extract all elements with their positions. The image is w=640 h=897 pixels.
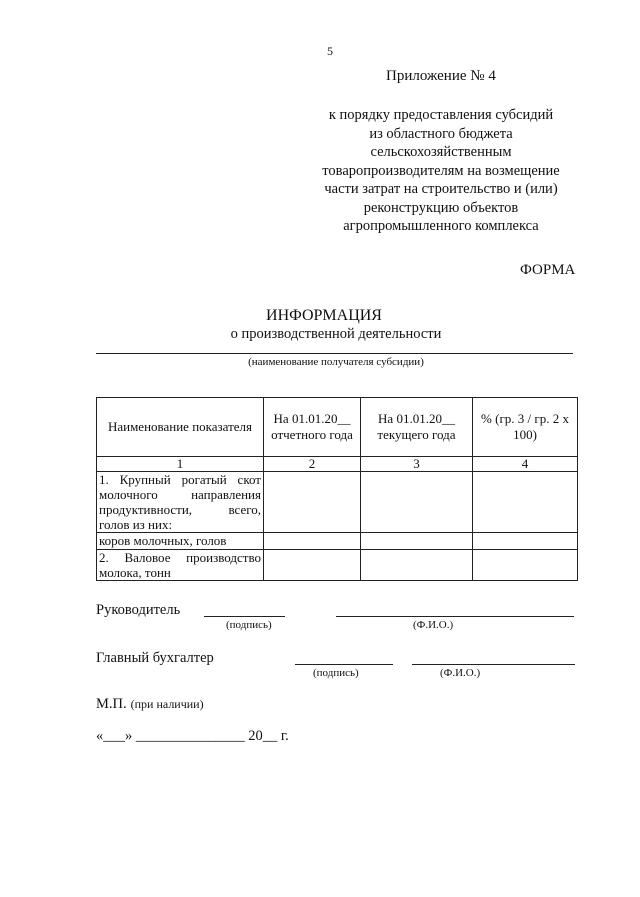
date-day-blank[interactable]: ___	[103, 728, 125, 744]
column-number: 2	[264, 457, 361, 472]
date-year-prefix: 20	[248, 728, 263, 744]
appendix-line: реконструкцию объектов	[363, 199, 519, 216]
column-number: 3	[361, 457, 473, 472]
date-close-quote: »	[125, 728, 133, 744]
accountant-signature-caption: (подпись)	[313, 667, 359, 679]
appendix-description	[310, 106, 572, 236]
value-cell[interactable]	[361, 472, 473, 533]
column-number: 4	[473, 457, 578, 472]
accountant-name-caption: (Ф.И.О.)	[440, 667, 481, 679]
appendix-line: части затрат на строительство и (или)	[324, 181, 558, 197]
row-label: 1. Крупный рогатый скот молочного направления продуктивности, всего, голов из них:	[97, 472, 264, 533]
value-cell[interactable]	[361, 533, 473, 550]
table-row	[97, 533, 578, 550]
value-cell[interactable]	[473, 550, 578, 581]
recipient-name-line[interactable]	[96, 353, 573, 354]
header-current-year: На 01.01.20__ текущего года	[361, 398, 473, 457]
document-title: ИНФОРМАЦИЯ	[266, 307, 382, 324]
appendix-line: товаропроизводителям на возмещение	[322, 162, 560, 179]
head-name-line[interactable]	[336, 616, 574, 617]
accountant-label: Главный бухгалтер	[96, 650, 214, 666]
stamp-line	[96, 695, 204, 713]
appendix-line: сельскохозяйственным	[370, 144, 512, 160]
header-percent: % (гр. 3 / гр. 2 х 100)	[473, 398, 578, 457]
date-year-suffix: г.	[280, 728, 289, 744]
column-number: 1	[97, 457, 264, 472]
stamp-note: (при наличии)	[130, 697, 204, 711]
row-label: коров молочных, голов	[97, 533, 264, 550]
value-cell[interactable]	[361, 550, 473, 581]
value-cell[interactable]	[264, 533, 361, 550]
date-line[interactable]	[96, 728, 289, 745]
appendix-line: к порядку предоставления субсидий	[328, 107, 554, 123]
appendix-line: из областного бюджета	[369, 125, 513, 142]
form-label: ФОРМА	[520, 262, 576, 278]
stamp-label: М.П.	[96, 696, 127, 712]
column-number-row	[97, 457, 578, 472]
production-info-table	[96, 397, 578, 581]
table-row	[97, 550, 578, 581]
appendix-title: Приложение № 4	[386, 68, 496, 84]
page-number: 5	[327, 44, 333, 58]
date-year-blank[interactable]: __	[262, 728, 278, 744]
date-month-blank[interactable]: _______________	[135, 728, 245, 744]
appendix-line: агропромышленного комплекса	[343, 218, 539, 234]
value-cell[interactable]	[264, 472, 361, 533]
document-subtitle: о производственной деятельности	[230, 326, 442, 342]
head-signature-line[interactable]	[204, 616, 285, 617]
header-indicator: Наименование показателя	[97, 398, 264, 457]
accountant-name-line[interactable]	[412, 664, 575, 665]
head-label: Руководитель	[96, 602, 181, 618]
value-cell[interactable]	[473, 472, 578, 533]
value-cell[interactable]	[264, 550, 361, 581]
date-open-quote: «	[96, 728, 104, 744]
recipient-caption: (наименование получателя субсидии)	[248, 356, 424, 368]
head-name-caption: (Ф.И.О.)	[413, 619, 454, 631]
table-header-row	[97, 398, 578, 457]
value-cell[interactable]	[473, 533, 578, 550]
header-prev-year: На 01.01.20__ отчетного года	[264, 398, 361, 457]
accountant-signature-line[interactable]	[295, 664, 393, 665]
head-signature-caption: (подпись)	[226, 619, 272, 631]
table-row	[97, 472, 578, 533]
row-label: 2. Валовое производство молока, тонн	[97, 550, 264, 581]
